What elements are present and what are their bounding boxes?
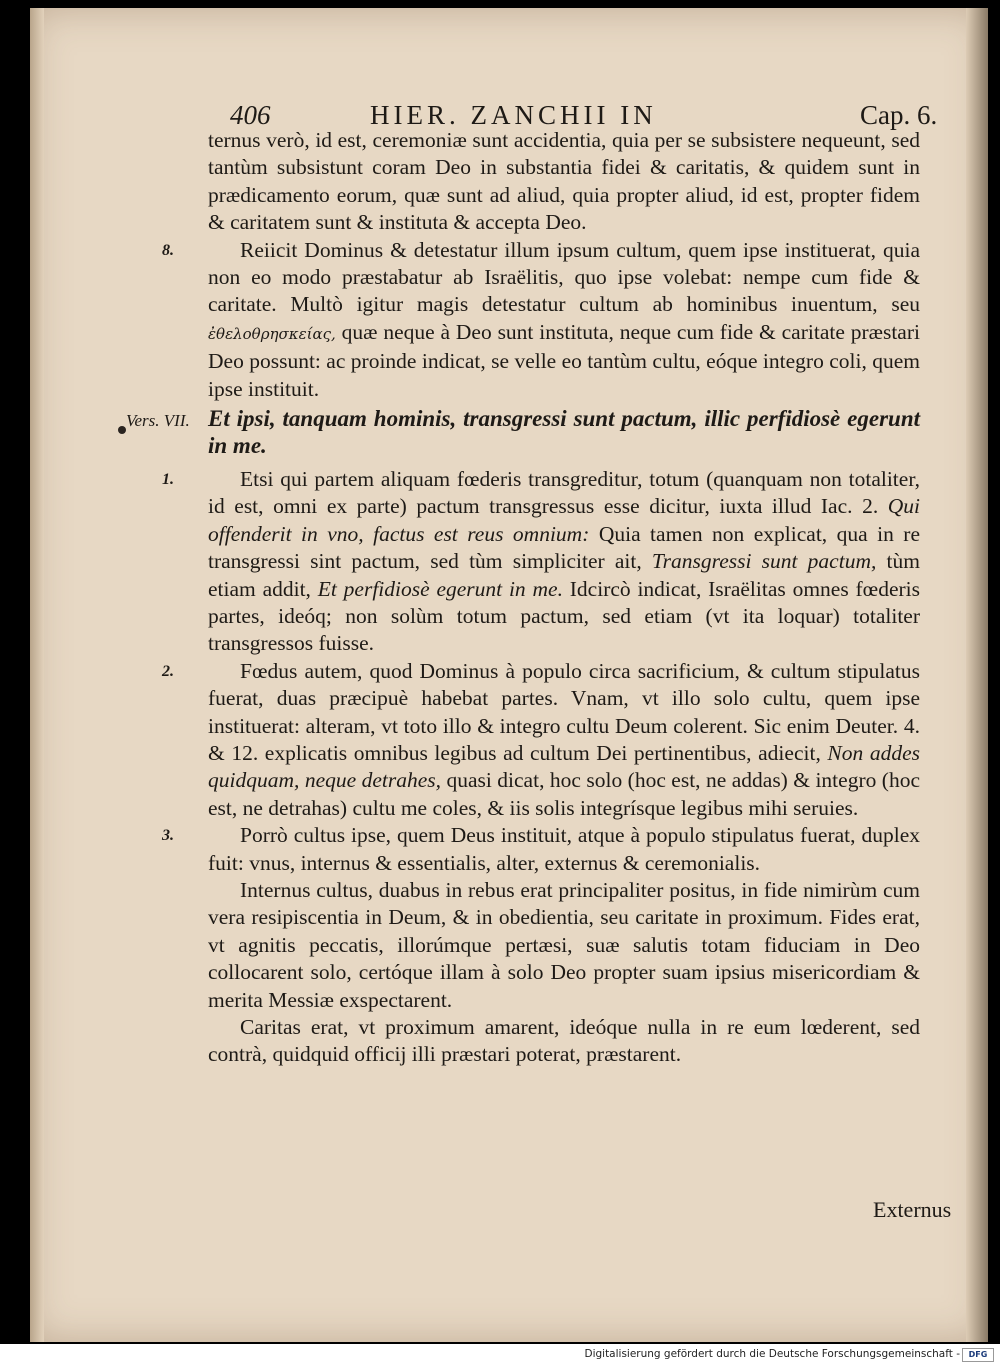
paragraph-text: Quia tamen non explicat, qua in re transgressi sint pactum, sed tùm simpliciter ait, [208, 521, 920, 574]
quotation: Transgressi sunt pactum, [651, 549, 877, 574]
ink-spot [118, 426, 126, 434]
greek-word: ἐθελοθρησκείας, [208, 324, 336, 343]
running-title: HIER. ZANCHII IN [370, 100, 657, 130]
paragraph-continued: ternus verò, id est, ceremoniæ sunt accidentia, quia per se subsistere nequeunt, sed tantùm subsistunt coram Deo in substantia fidei & caritatis, & quidem sunt in prædicamento eorum, quæ sunt ad aliud, quia propter aliud, id est, propter fidem & caritatem sunt & instituta & accepta Deo. [208, 128, 920, 235]
body-text [126, 127, 921, 1069]
chapter-label: Cap. 6. [860, 100, 938, 130]
paragraph-number: 3. [162, 827, 174, 845]
verse-heading [126, 403, 920, 466]
paragraph-8 [162, 237, 920, 403]
paragraph-text: Porrò cultus ipse, quem Deus instituit, atque à populo stipulatus fuerat, duplex fuit: vnus, internus & essentialis, alter, externus & ceremonialis. [208, 823, 920, 875]
paragraph-text: Reiicit Dominus & detestatur illum ipsum cultum, quem ipse instituerat, quia non eo modo præstabatur ab Israëlitis, quo ipse volebat: nempe cum fide & caritate. Multò igitur magis detestatur cultum ab hominibus inuentum, seu [208, 237, 920, 317]
paragraph-internus: Internus cultus, duabus in rebus erat principaliter positus, in fide nimirùm cum vera resipiscentia in Deum, & in obedientia, seu caritate in proximum. Fides erat, vt agnitis peccatis, illorúmque pertæsi, suæ salutis totam fiduciam in Deo collocarent solo, certóque illam à solo Deo propter suam ipsius misericordiam & merita Messiæ exspectarent. [208, 877, 920, 1012]
paragraph-number: 2. [162, 662, 174, 680]
paragraph-number: 1. [162, 470, 174, 488]
paragraph-2 [162, 658, 921, 822]
paragraph-number: 8. [162, 241, 174, 259]
quotation: Et perfidiosè egerunt in me. [317, 576, 563, 601]
verse-text: Et ipsi, tanquam hominis, transgressi sunt pactum, illic perfidiosè egerunt in me. [208, 406, 920, 459]
footer-bar [0, 1344, 1000, 1364]
catchword: Externus [873, 1197, 952, 1222]
footer-credit: Digitalisierung gefördert durch die Deutsche Forschungsgemeinschaft - [584, 1348, 960, 1360]
dfg-logo: DFG [962, 1348, 994, 1362]
paragraph-text: quæ neque à Deo sunt instituta, neque cum fide & caritate præstari Deo possunt: ac proinde indicat, se velle eo tantùm cultu, eóque integro coli, quem ipse instituit. [208, 319, 920, 401]
page-number: 406 [230, 100, 271, 130]
paragraph-text: quasi dicat, hoc solo (hoc est, ne addas) & integro (hoc est, ne detrahas) cultu me coles, & iis solis integrísque legibus mihi seruies. [208, 768, 920, 820]
paragraph-caritas: Caritas erat, vt proximum amarent, ideóque nulla in re eum lœderent, sed contrà, quidquid officij illi præstari poterat, præstarent. [208, 1015, 920, 1067]
paragraph-text: tùm etiam addit, [208, 549, 920, 601]
quotation: Non addes quidquam, neque detrahes, [208, 740, 921, 793]
paragraph-text: Etsi qui partem aliquam fœderis transgreditur, totum (quanquam non totaliter, id est, omni ex parte) pactum transgressus esse dicitur, iuxta illud Iac. 2. [208, 466, 920, 519]
quotation: Qui offenderit in vno, factus est reus omnium: [208, 494, 921, 546]
paragraph-text: Idcircò indicat, Israëlitas omnes fœderis partes, ideóq; non solùm totum pactum, sed etiam (vt ita loquar) totaliter transgressos fuisse. [208, 576, 920, 656]
paragraph-text: Fœdus autem, quod Dominus à populo circa sacrificium, & cultum stipulatus fuerat, duas præcipuè habebat partes. Vnam, vt illo solo cultu, quem ipse instituerat: alteram, vt toto illo & integro cultu Deum colerent. Sic enim Deuter. 4. & 12. explicatis omnibus legibus ad cultum Dei pertinentibus, adiecit, [208, 658, 920, 765]
paragraph-3 [162, 822, 920, 877]
verse-label: Vers. VII. [126, 411, 190, 431]
paragraph-1 [162, 466, 921, 658]
